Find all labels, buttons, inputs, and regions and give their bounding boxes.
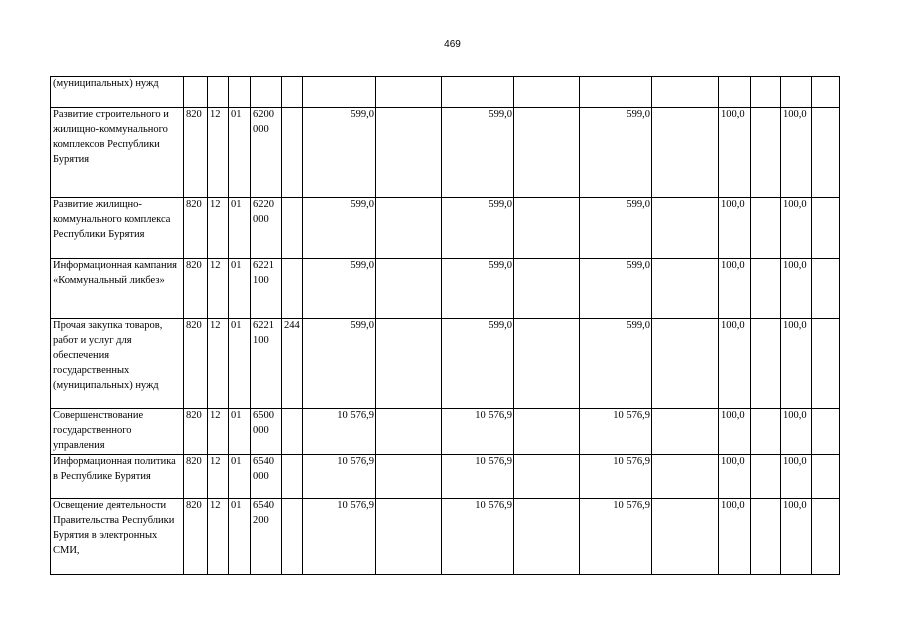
empty-cell [376, 108, 442, 198]
ved-code: 820 [184, 259, 208, 319]
rz-code: 12 [208, 319, 229, 409]
empty-cell [376, 259, 442, 319]
empty-cell [376, 409, 442, 455]
amount-1: 599,0 [303, 108, 376, 198]
row-name: Развитие жилищно-коммунального комплекса Республики Бурятия [51, 198, 184, 259]
table-row [51, 409, 840, 455]
percent-1 [719, 77, 751, 108]
table-row [51, 499, 840, 575]
percent-2 [781, 77, 812, 108]
amount-1 [303, 77, 376, 108]
empty-cell [751, 319, 781, 409]
empty-cell [652, 259, 719, 319]
empty-cell [652, 455, 719, 499]
rz-code: 12 [208, 499, 229, 575]
amount-3 [580, 77, 652, 108]
percent-2: 100,0 [781, 198, 812, 259]
vr-code [282, 198, 303, 259]
amount-3: 599,0 [580, 259, 652, 319]
vr-code [282, 455, 303, 499]
empty-cell [751, 499, 781, 575]
empty-cell [514, 259, 580, 319]
row-name: Прочая закупка товаров, работ и услуг для обеспечения государственных (муниципальных) нужд [51, 319, 184, 409]
amount-1: 10 576,9 [303, 499, 376, 575]
empty-cell [376, 499, 442, 575]
empty-cell [812, 259, 840, 319]
row-name: Совершенствование государственного управления [51, 409, 184, 455]
amount-3: 10 576,9 [580, 499, 652, 575]
percent-1: 100,0 [719, 198, 751, 259]
amount-1: 599,0 [303, 319, 376, 409]
row-name: Информационная политика в Республике Бурятия [51, 455, 184, 499]
ved-code: 820 [184, 409, 208, 455]
amount-3: 599,0 [580, 198, 652, 259]
csr-code: 6221 100 [251, 319, 282, 409]
vr-code [282, 77, 303, 108]
percent-2: 100,0 [781, 259, 812, 319]
row-name: Освещение деятельности Правительства Республики Бурятия в электронных СМИ, [51, 499, 184, 575]
rz-code: 12 [208, 455, 229, 499]
empty-cell [812, 108, 840, 198]
empty-cell [751, 198, 781, 259]
empty-cell [652, 108, 719, 198]
amount-3: 10 576,9 [580, 409, 652, 455]
pr-code: 01 [229, 409, 251, 455]
empty-cell [376, 77, 442, 108]
empty-cell [652, 499, 719, 575]
amount-2: 599,0 [442, 198, 514, 259]
csr-code: 6200 000 [251, 108, 282, 198]
ved-code: 820 [184, 455, 208, 499]
table-row [51, 259, 840, 319]
amount-2: 10 576,9 [442, 455, 514, 499]
table-row [51, 108, 840, 198]
amount-2: 599,0 [442, 259, 514, 319]
rz-code: 12 [208, 108, 229, 198]
empty-cell [652, 77, 719, 108]
percent-1: 100,0 [719, 108, 751, 198]
empty-cell [812, 319, 840, 409]
pr-code: 01 [229, 108, 251, 198]
empty-cell [751, 409, 781, 455]
empty-cell [751, 259, 781, 319]
empty-cell [514, 108, 580, 198]
percent-2: 100,0 [781, 319, 812, 409]
empty-cell [376, 455, 442, 499]
csr-code: 6500 000 [251, 409, 282, 455]
csr-code: 6540 000 [251, 455, 282, 499]
amount-3: 599,0 [580, 319, 652, 409]
amount-1: 10 576,9 [303, 455, 376, 499]
empty-cell [812, 77, 840, 108]
empty-cell [514, 455, 580, 499]
vr-code [282, 409, 303, 455]
percent-1: 100,0 [719, 455, 751, 499]
empty-cell [751, 108, 781, 198]
amount-2 [442, 77, 514, 108]
csr-code: 6220 000 [251, 198, 282, 259]
percent-2: 100,0 [781, 455, 812, 499]
table-row [51, 455, 840, 499]
empty-cell [812, 455, 840, 499]
empty-cell [514, 77, 580, 108]
percent-1: 100,0 [719, 409, 751, 455]
empty-cell [812, 499, 840, 575]
amount-1: 10 576,9 [303, 409, 376, 455]
empty-cell [514, 409, 580, 455]
percent-1: 100,0 [719, 499, 751, 575]
rz-code: 12 [208, 198, 229, 259]
percent-2: 100,0 [781, 409, 812, 455]
percent-1: 100,0 [719, 259, 751, 319]
pr-code [229, 77, 251, 108]
ved-code: 820 [184, 319, 208, 409]
table-row [51, 198, 840, 259]
csr-code [251, 77, 282, 108]
row-name: Информационная кампания «Коммунальный ликбез» [51, 259, 184, 319]
rz-code: 12 [208, 409, 229, 455]
empty-cell [812, 409, 840, 455]
empty-cell [652, 409, 719, 455]
ved-code: 820 [184, 198, 208, 259]
pr-code: 01 [229, 455, 251, 499]
pr-code: 01 [229, 198, 251, 259]
row-name: (муниципальных) нужд [51, 77, 184, 108]
csr-code: 6540 200 [251, 499, 282, 575]
empty-cell [812, 198, 840, 259]
rz-code: 12 [208, 259, 229, 319]
amount-1: 599,0 [303, 259, 376, 319]
vr-code: 244 [282, 319, 303, 409]
empty-cell [751, 77, 781, 108]
pr-code: 01 [229, 499, 251, 575]
row-name: Развитие строительного и жилищно-коммунального комплексов Республики Бурятия [51, 108, 184, 198]
rz-code [208, 77, 229, 108]
amount-2: 599,0 [442, 108, 514, 198]
amount-1: 599,0 [303, 198, 376, 259]
empty-cell [514, 499, 580, 575]
csr-code: 6221 100 [251, 259, 282, 319]
percent-2: 100,0 [781, 499, 812, 575]
vr-code [282, 499, 303, 575]
amount-2: 10 576,9 [442, 499, 514, 575]
percent-1: 100,0 [719, 319, 751, 409]
table-row [51, 319, 840, 409]
empty-cell [376, 198, 442, 259]
empty-cell [751, 455, 781, 499]
empty-cell [376, 319, 442, 409]
empty-cell [652, 319, 719, 409]
table-row [51, 77, 840, 108]
ved-code: 820 [184, 499, 208, 575]
empty-cell [514, 198, 580, 259]
percent-2: 100,0 [781, 108, 812, 198]
ved-code [184, 77, 208, 108]
budget-table [50, 76, 840, 575]
vr-code [282, 259, 303, 319]
empty-cell [652, 198, 719, 259]
amount-2: 599,0 [442, 319, 514, 409]
amount-2: 10 576,9 [442, 409, 514, 455]
pr-code: 01 [229, 319, 251, 409]
amount-3: 10 576,9 [580, 455, 652, 499]
pr-code: 01 [229, 259, 251, 319]
page-number: 469 [444, 39, 461, 50]
vr-code [282, 108, 303, 198]
empty-cell [514, 319, 580, 409]
amount-3: 599,0 [580, 108, 652, 198]
ved-code: 820 [184, 108, 208, 198]
